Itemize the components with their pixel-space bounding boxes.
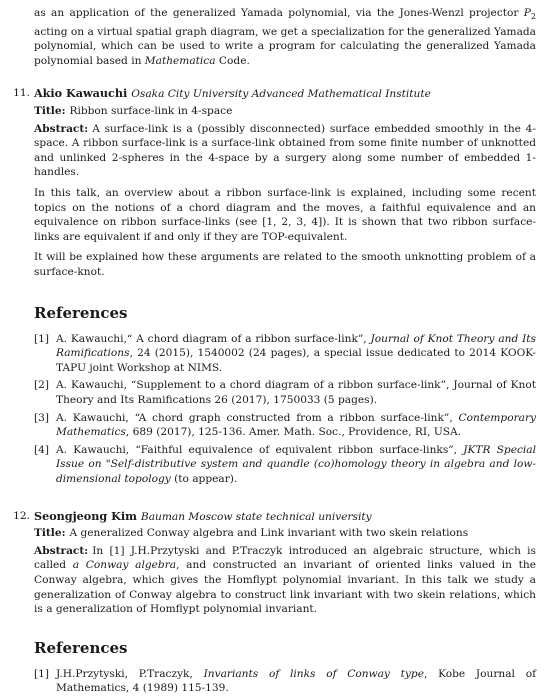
intro-text-mid: acting on a virtual spatial graph diagram, we get a specialization for the generalized Yamada polynomial, which can be used to write a program for calculating the generalized Yamada polynomial based in xyxy=(34,25,536,67)
reference-item xyxy=(34,667,536,696)
talk-abstract xyxy=(34,122,536,180)
abstract-label: Abstract: xyxy=(34,544,89,557)
intro-text-tail: Code. xyxy=(215,54,250,67)
reference-item xyxy=(34,378,536,407)
abstract-text: In [1] J.H.Przytyski and P.Traczyk introduced an algebraic structure, which is called xyxy=(34,544,536,572)
references-heading: References xyxy=(34,303,128,322)
reference-item xyxy=(34,443,536,487)
title-text: A generalized Conway algebra and Link invariant with two skein relations xyxy=(69,527,469,540)
talk-header xyxy=(34,509,536,525)
reference-text: A. Kawauchi,“ A chord diagram of a ribbon surface-link”, xyxy=(56,332,371,345)
abstract-paragraph-2: In this talk, an overview about a ribbon surface-link is explained, including some recent topics on the notions of a chord diagram and the moves, a faithful equivalence and an equivalence on ribbon surface-links (see [1, 2, 3, 4]). It is shown that two ribbon surface-links are equivalent if and only if they are TOP-equivalent. xyxy=(34,187,536,243)
reference-list xyxy=(34,332,536,487)
reference-number: [2] xyxy=(34,379,50,392)
intro-text: as an application of the generalized Yamada polynomial, via the Jones-Wenzl projector xyxy=(34,7,524,19)
reference-details: , 689 (2017), 125-136. Amer. Math. Soc., Providence, RI, USA. xyxy=(125,426,462,439)
reference-text: A. Kawauchi, “Supplement to a chord diagram of a ribbon surface-link”, Journal of Knot Theory and Its Ramifications 26 (2017), 1750033 (5 pages). xyxy=(56,379,536,406)
abstract-label: Abstract: xyxy=(34,122,89,135)
reference-item xyxy=(34,332,536,376)
reference-item xyxy=(34,411,536,440)
reference-details: , 24 (2015), 1540002 (24 pages), a special issue dedicated to 2014 KOOK-TAPU joint Workshop at NIMS. xyxy=(56,347,536,374)
intro-paragraph xyxy=(34,6,536,68)
reference-journal: Contemporary Mathematics xyxy=(56,411,536,439)
speaker-name: Seongjeong Kim xyxy=(34,508,137,523)
title-text: Ribbon surface-link in 4-space xyxy=(69,105,233,118)
talk-abstract xyxy=(34,544,536,617)
speaker-affiliation: Bauman Moscow state technical university xyxy=(140,510,372,523)
software-name: Mathematica xyxy=(144,54,216,67)
reference-text: A. Kawauchi, “Faithful equivalence of equivalent ribbon surface-links”, xyxy=(56,443,464,456)
reference-journal: Journal of Knot Theory and Its Ramifications xyxy=(56,332,536,360)
reference-details: (to appear). xyxy=(170,472,238,485)
talk-entry xyxy=(13,508,536,617)
projector-subscript: 2 xyxy=(530,12,536,22)
talk-number: 12. xyxy=(13,509,30,522)
speaker-affiliation: Osaka City University Advanced Mathematical Institute xyxy=(131,88,431,101)
reference-title: Invariants of links of Conway type xyxy=(203,667,424,680)
reference-number: [4] xyxy=(34,443,50,456)
talk-number: 11. xyxy=(13,87,30,100)
references-heading: References xyxy=(34,638,128,657)
abstract-paragraph-3: It will be explained how these arguments are related to the smooth unknotting problem of a surface-knot. xyxy=(34,251,536,279)
reference-text: A. Kawauchi, “A chord graph constructed from a ribbon surface-link”, xyxy=(56,411,459,424)
projector-symbol: P xyxy=(523,7,531,19)
reference-text: J.H.Przytyski, P.Traczyk, xyxy=(56,667,204,680)
talk-header xyxy=(34,86,536,102)
reference-number: [3] xyxy=(34,411,50,424)
title-label: Title: xyxy=(34,105,66,118)
talk-title xyxy=(34,526,536,541)
reference-number: [1] xyxy=(34,667,50,680)
reference-journal: JKTR Special Issue on "Self-distributive system and quandle (co)homology theory in algebra and low-dimensional topology xyxy=(56,443,536,485)
reference-details: , Kobe Journal of Mathematics, 4 (1989) 115-139. xyxy=(56,667,536,695)
abstract-text-continued: , and constructed an invariant of oriented links valued in the Conway algebra, which gives the Homflypt polynomial invariant. In this talk we study a generalization of Conway algebra to construct link invariant with two skein relations, which is a generalization of Homflypt polynomial invariant. xyxy=(34,559,536,616)
title-label: Title: xyxy=(34,527,66,540)
talk-title xyxy=(34,104,536,119)
abstract-text: A surface-link is a (possibly disconnected) surface embedded smoothly in the 4-space. A ribbon surface-link is a surface-link obtained from some finite number of unknotted and unlinked 2-spheres in the 4-space by a surgery along some number of embedded 1-handles. xyxy=(34,122,536,179)
talk-entry xyxy=(13,86,536,279)
abstract-emphasis: a Conway algebra xyxy=(72,559,177,572)
speaker-name: Akio Kawauchi xyxy=(34,86,128,101)
reference-list xyxy=(34,667,536,696)
reference-number: [1] xyxy=(34,332,50,345)
